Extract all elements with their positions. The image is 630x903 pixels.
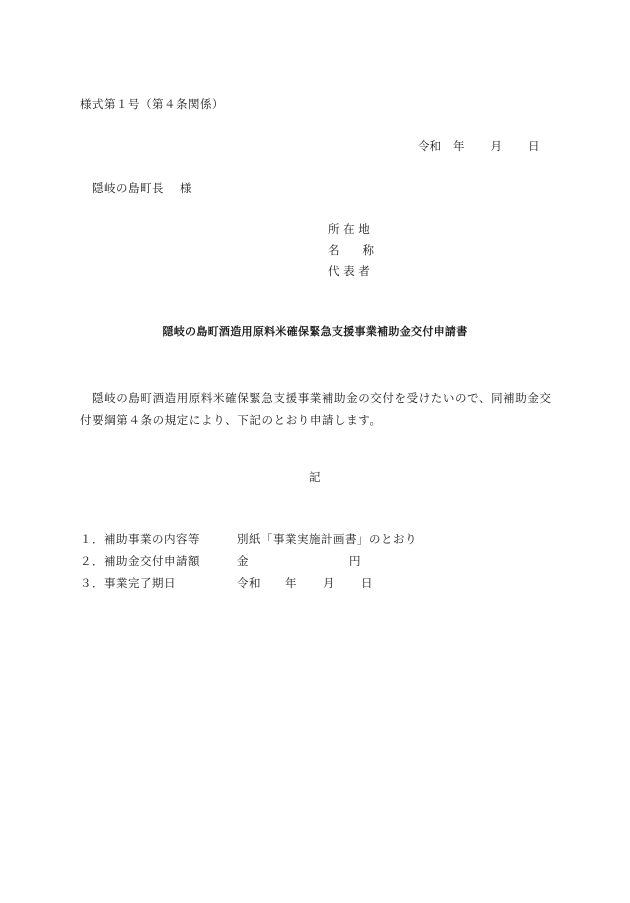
addressee xyxy=(92,181,192,195)
addressee-name: 隠岐の島町長 xyxy=(92,181,164,195)
document-title: 隠岐の島町酒造用原料米確保緊急支援事業補助金交付申請書 xyxy=(162,325,468,338)
body-paragraph: 隠岐の島町酒造用原料米確保緊急支援事業補助金の交付を受けたいので、同補助金交付要綱第４条の規定により、下記のとおり申請します。 xyxy=(80,391,552,427)
address-label: 所 在 地 xyxy=(328,222,370,236)
item-label: １．補助事業の内容等 xyxy=(80,532,200,546)
form-number: 様式第１号（第４条関係） xyxy=(80,97,224,111)
completion-date xyxy=(237,576,373,590)
representative-label: 代 表 者 xyxy=(328,264,370,278)
item-label: ２．補助金交付申請額 xyxy=(80,554,200,568)
name-label: 名 称 xyxy=(328,243,374,257)
date-day-unit: 日 xyxy=(528,139,540,153)
date-era: 令和 xyxy=(237,576,261,590)
applicant-address-row xyxy=(328,222,374,243)
date-era: 令和 xyxy=(418,139,441,153)
item-label: ３．事業完了期日 xyxy=(80,576,176,590)
date-month-unit: 月 xyxy=(323,576,335,590)
ki-heading: 記 xyxy=(309,470,321,484)
date-year-unit: 年 xyxy=(285,576,297,590)
date-day-unit: 日 xyxy=(361,576,373,590)
amount-prefix: 金 xyxy=(237,554,249,568)
applicant-name-row xyxy=(328,243,374,264)
date-year-unit: 年 xyxy=(453,139,465,153)
addressee-honorific: 様 xyxy=(180,181,192,195)
applicant-block xyxy=(328,222,374,285)
item-value: 別紙「事業実施計画書」のとおり xyxy=(237,532,417,546)
submission-date xyxy=(418,139,540,153)
item-value xyxy=(237,554,361,568)
amount-unit: 円 xyxy=(349,554,361,568)
date-month-unit: 月 xyxy=(490,139,502,153)
applicant-representative-row xyxy=(328,264,374,285)
